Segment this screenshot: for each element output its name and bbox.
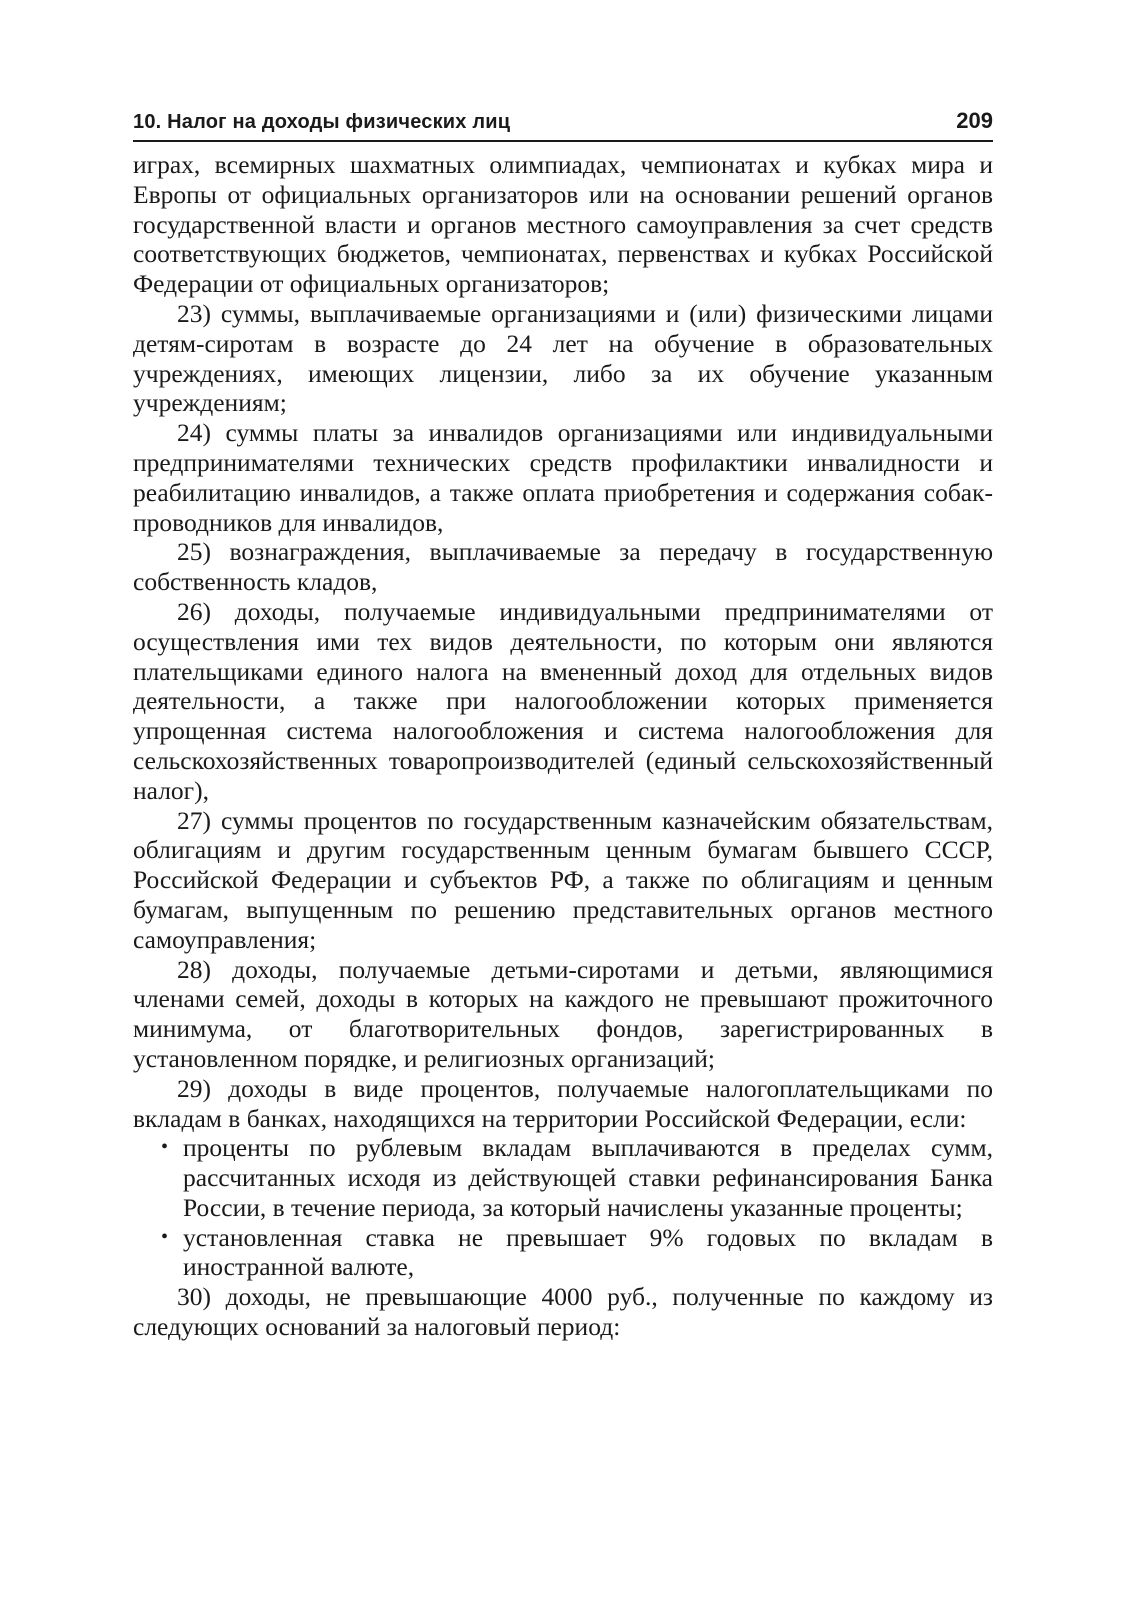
paragraph-item-29: 29) доходы в виде процентов, получаемые налогоплательщиками по вкладам в банках, находящихся на территории Российской Федерации, если: (133, 1073, 993, 1133)
page-number: 209 (956, 108, 993, 133)
paragraph-item-30: 30) доходы, не превышающие 4000 руб., полученные по каждому из следующих оснований за налоговый период: (133, 1282, 993, 1342)
paragraph-item-23: 23) суммы, выплачиваемые организациями и (или) физическими лицами детям-сиротам в возрасте до 24 лет на обучение в образовательных учреждениях, имеющих лицензии, либо за их обучение указанным учреждениям; (133, 298, 993, 418)
paragraph-item-27: 27) суммы процентов по государственным казначейским обязательствам, облигациям и другим государственным ценным бумагам бывшего СССР, Российской Федерации и субъектов РФ, а также по облигациям и ценным бумагам, выпущенным по решению представительных органов местного самоуправления; (133, 805, 993, 954)
bullet-item (161, 1133, 993, 1222)
bullet-item (161, 1222, 993, 1283)
paragraph-item-28: 28) доходы, получаемые детьми-сиротами и детьми, являющимися членами семей, доходы в которых на каждого не превышают прожиточного минимума, от благотворительных фондов, зарегистрированных в установленном порядке, и религиозных организаций; (133, 954, 993, 1073)
paragraph-item-24: 24) суммы платы за инвалидов организациями или индивидуальными предпринимателями технических средств профилактики инвалидности и реабилитацию инвалидов, а также оплата приобретения и содержания собак-проводников для инвалидов, (133, 418, 993, 537)
bullet-text: установленная ставка не превышает 9% годовых по вкладам в иностранной валюте, (183, 1222, 993, 1282)
paragraph-continuation: играх, всемирных шахматных олимпиадах, чемпионатах и кубках мира и Европы от официальных организаторов или на основании решений органов государственной власти и органов местного самоуправления за счет средств соответствующих бюджетов, чемпионатах, первенствах и кубках Российской Федерации от официальных организаторов; (133, 150, 993, 299)
bullet-icon: • (161, 1136, 169, 1159)
bullet-icon: • (161, 1225, 169, 1248)
running-title: 10. Налог на доходы физических лиц (133, 111, 511, 133)
bullet-text: проценты по рублевым вкладам выплачиваются в пределах сумм, рассчитанных исходя из действующей ставки рефинансирования Банка России, в течение периода, за который начислены указанные проценты; (183, 1133, 993, 1222)
running-head (133, 108, 993, 142)
bullet-list (133, 1133, 993, 1282)
body-text (133, 150, 993, 1342)
paragraph-item-25: 25) вознаграждения, выплачиваемые за передачу в государственную собственность кладов, (133, 537, 993, 597)
paragraph-item-26: 26) доходы, получаемые индивидуальными предпринимателями от осуществления ими тех видов деятельности, по которым они являются плательщиками единого налога на вмененный доход для отдельных видов деятельности, а также при налогообложении которых применяется упрощенная система налогообложения и система налогообложения для сельскохозяйственных товаропроизводителей (единый сельскохозяйственный налог), (133, 596, 993, 805)
book-page (133, 108, 993, 1342)
